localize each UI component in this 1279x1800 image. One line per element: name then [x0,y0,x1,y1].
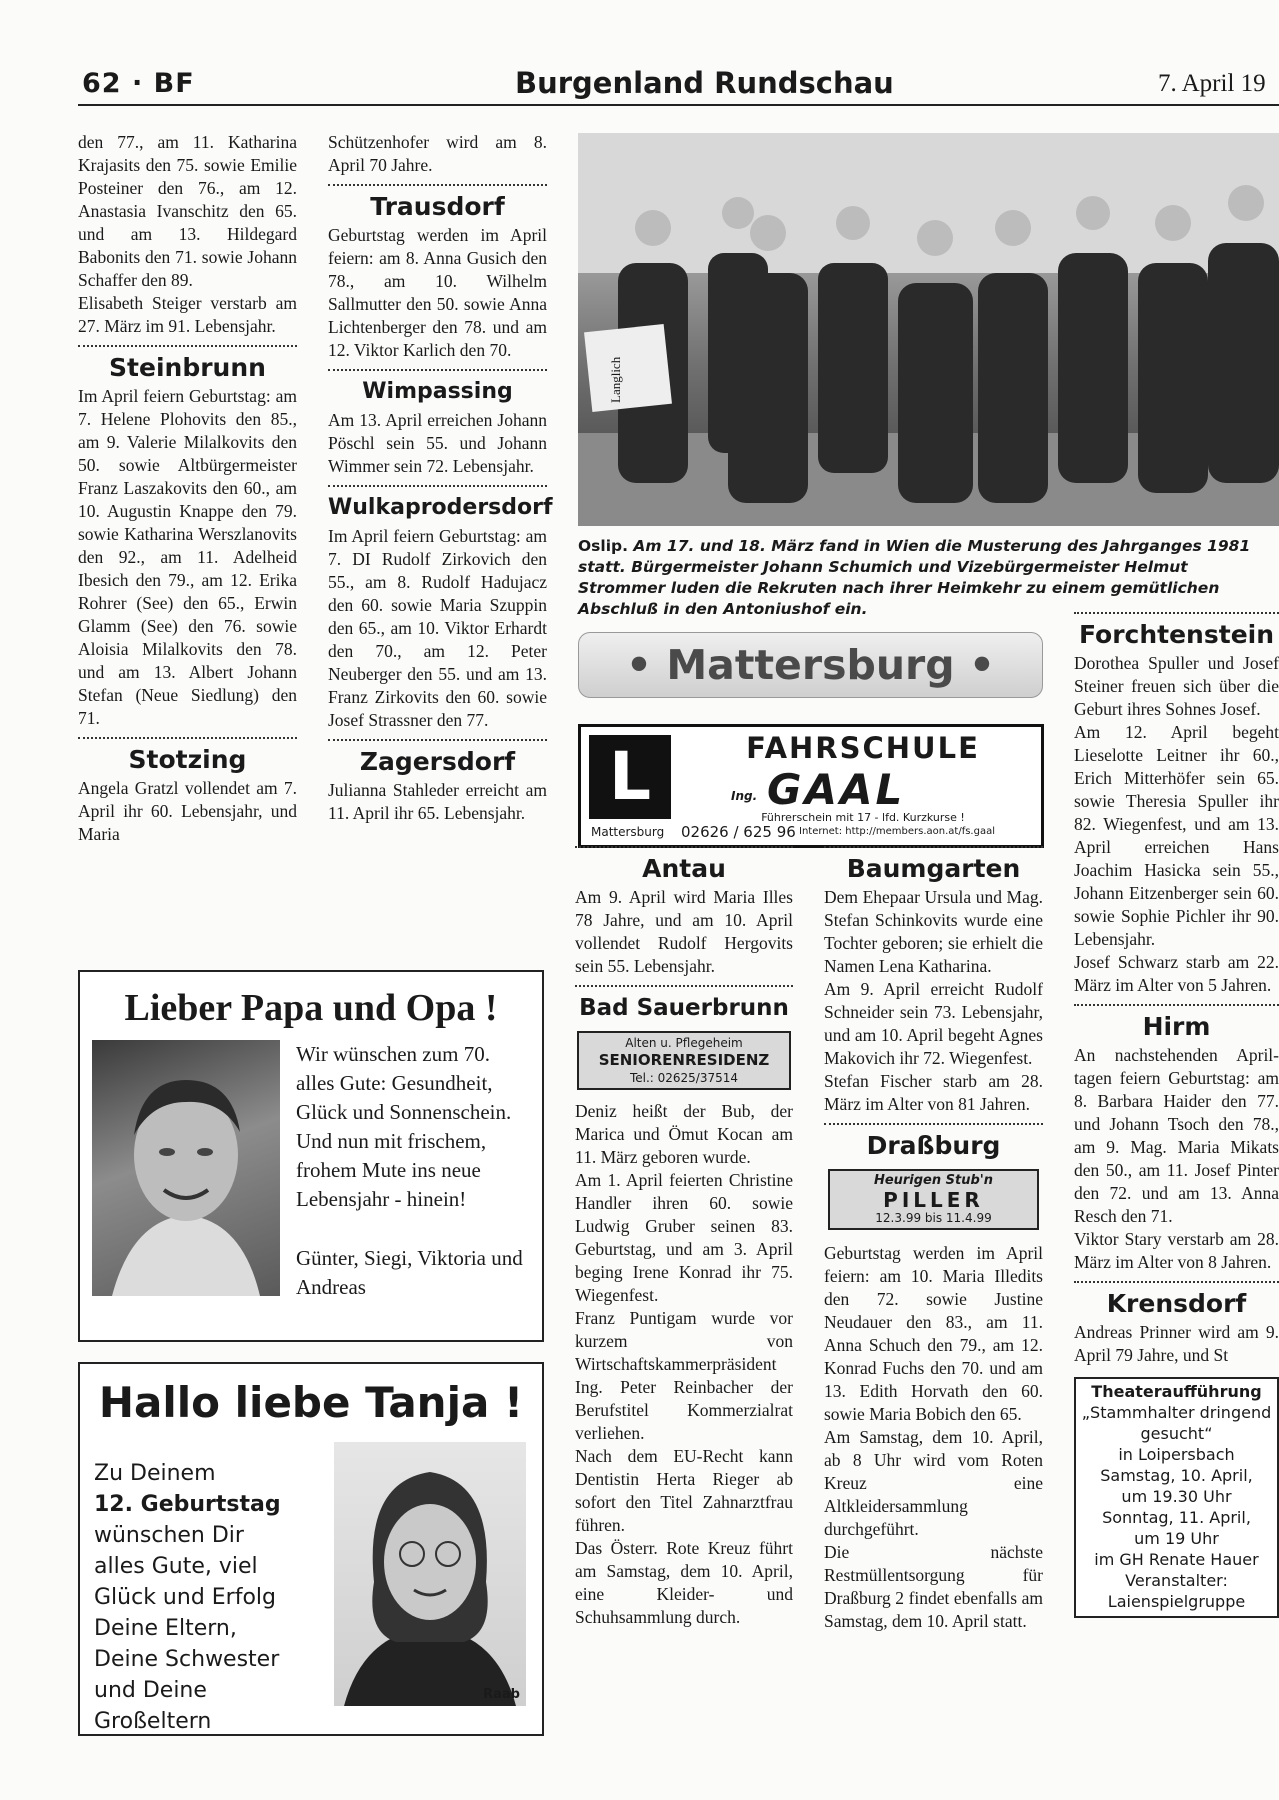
theater-play: „Stammhalter dringend gesucht“ [1081,1403,1272,1443]
ad-line: Heurigen Stub'n [873,1173,994,1188]
theater-organizer-label: Veranstalter: [1125,1571,1228,1590]
theater-time: um 19 Uhr [1134,1529,1219,1548]
section-banner-mattersburg: • Mattersburg • [578,632,1043,698]
theater-date: Samstag, 10. April, [1100,1466,1253,1485]
article-text: Im April feiern Geburtstag: am 7. DI Rudolf Zirkovich den 55., am 8. Rudolf Hadujacz den 60. sowie Maria Szuppin den 65., am 10. Viktor Erhardt den 70., am 12. Peter Neuberger den 55. und am 13. Franz Zirkovits den 60. sowie Josef Strassner den 77. [328,526,547,730]
caption-town: Oslip. [578,537,629,555]
dotted-separator [328,739,547,741]
portrait-illustration [92,1040,280,1296]
article-text: Am 13. April erreichen Johann Pöschl sein 55. und Johann Wimmer sein 72. Lebensjahr. [328,410,547,476]
article-text: Das Österr. Rote Kreuz führt am Samstag, dem 10. April, eine Kleider- und Schuhsammlung durch. [575,1538,793,1627]
dotted-separator [328,485,547,487]
ad-name: SENIORENRESIDENZ [598,1051,770,1069]
theater-organizer: Laienspielgruppe [1107,1592,1246,1611]
greeting-title: Hallo liebe Tanja ! [98,1378,524,1427]
dotted-separator [1074,1281,1279,1283]
town-heading-trausdorf: Trausdorf [370,192,505,221]
dotted-separator [575,846,793,848]
portrait-photo [334,1442,526,1706]
town-heading-forchtenstein: Forchtenstein [1078,620,1275,649]
ad-town: Mattersburg [591,825,665,839]
article-text: Dem Ehepaar Ursula und Mag. Stefan Schinkovits wurde eine Tochter geboren; sie erhielt die Namen Lena Katharina. [824,887,1043,976]
article-text: An nachstehenden April-tagen feiern Geburtstag: am 8. Barbara Haider den 77. und Johann Tsoch den 78., am 9. Mag. Maria Mikats den 50., am 11. Josef Pinter den 72. und am 13. Anna Resch den 71. [1074,1045,1279,1226]
portrait-illustration [334,1442,526,1706]
greeting-signature: Günter, Siegi, Viktoria und Andreas [296,1246,523,1299]
theater-notice [1074,1377,1279,1618]
column-5 [1074,612,1279,1742]
ad-phone: Tel.: 02625/37514 [629,1071,739,1085]
ad-fahrschule-gaal [578,724,1044,848]
town-heading-wimpassing: Wimpassing [362,379,513,404]
town-heading-bad-sauerbrunn: Bad Sauerbrunn [579,995,789,1021]
article-text: Josef Schwarz starb am 22. März im Alter von 5 Jahren. [1074,952,1279,995]
greeting-line: Zu Deinem [94,1461,216,1486]
article-text: Die nächste Restmüllentsorgung für Draßburg 2 findet ebenfalls am Samstag, dem 10. April statt. [824,1542,1043,1631]
theater-title: Theateraufführung [1091,1382,1262,1401]
greeting-box-papa [78,970,544,1342]
ad-prefix: Ing. [731,789,758,803]
article-text: Am 1. April feierten Christine Handler ihren 60. sowie Ludwig Gruber seinen 83. Geburtstag, und am 3. April beging Irene Konrad ihr 75. Wiegenfest. [575,1170,793,1305]
driving-school-logo: L [589,735,671,819]
column-1 [78,131,297,846]
dotted-separator [824,1123,1043,1125]
town-heading-antau: Antau [642,854,726,883]
page-number: 62 · BF [82,68,195,99]
ad-brand: GAAL [767,765,906,814]
dotted-separator [328,184,547,186]
article-text: Geburtstag werden im April feiern: am 8. Anna Gusich den 78., am 10. Wilhelm Sallmutter den 50. sowie Anna Lichtenberger den 78. und am 12. Viktor Karlich den 70. [328,225,547,360]
portrait-photo [92,1040,280,1296]
article-text: Am 9. April erreicht Rudolf Schneider sein 73. Lebensjahr, und am 10. April begeht Agnes Makovich ihr 72. Wiegenfest. [824,979,1043,1068]
group-photo [578,133,1279,526]
newspaper-title: Burgenland Rundschau [515,66,894,100]
article-text: Elisabeth Steiger verstarb am 27. März im 91. Lebensjahr. [78,293,297,336]
article-text: Am Samstag, dem 10. April, ab 8 Uhr wird vom Roten Kreuz eine Altkleidersammlung durchgeführt. [824,1427,1043,1539]
dotted-separator [1074,1004,1279,1006]
article-text: Stefan Fischer starb am 28. März im Alter von 81 Jahren. [824,1071,1043,1114]
ad-dates: 12.3.99 bis 11.4.99 [875,1211,992,1225]
ad-line: Alten u. Pflegeheim [625,1036,743,1050]
town-heading-krensdorf: Krensdorf [1106,1289,1247,1318]
article-text: Angela Gratzl vollendet am 7. April ihr 60. Lebensjahr, und Maria [78,778,297,844]
ad-heading: FAHRSCHULE [746,731,980,765]
article-text: Am 12. April begeht Lieselotte Leitner ihr 60., Erich Mitterhöfer sein 65. sowie Theresia Spuller ihr 82. Wiegenfest, und am 13. April erreichen Hans Joachim Hasicka sein 55., Johann Eitzenberger sein 60. sowie Sophie Pichler ihr 90. Lebensjahr. [1074,722,1279,949]
ad-phone: 02626 / 625 96 [681,823,796,841]
town-heading-baumgarten: Baumgarten [846,854,1021,883]
article-text: Schützenhofer wird am 8. April 70 Jahre. [328,132,547,175]
caption-text: Am 17. und 18. März fand in Wien die Musterung des Jahrganges 1981 statt. Bürgermeister Johann Schumich und Vizebürgermeister Helmut Strommer luden die Rekruten nach ihrer Heimkehr zu einem gemütlichen Abschluß in den Antoniushof ein. [578,537,1251,618]
town-heading-stotzing: Stotzing [128,745,247,774]
town-heading-drassburg: Draßburg [866,1131,1001,1160]
ad-slogan: Führerschein mit 17 - lfd. Kurzkurse ! [761,811,965,824]
greeting-box-tanja [78,1362,544,1736]
column-4 [824,846,1043,1633]
column-3 [575,846,793,1629]
ad-heurigen-piller [828,1169,1039,1230]
article-text: Im April feiern Geburtstag: am 7. Helene Plohovits den 85., am 9. Valerie Milalkovits den 50. sowie Altbürgermeister Franz Laszakovits den 60., am 10. Augustin Knappe den 79. sowie Katharina Werszlanovits den 92., am 11. Adelheid Ibesich den 79., am 12. Erika Rohrer (See) den 65., Erwin Glamm (See) den 76. sowie Aloisia Milalkovits den 78. und am 13. Albert Johann Stefan (Neue Siedlung) den 71. [78,386,297,728]
flag-label: Langlich [608,356,623,403]
theater-time: um 19.30 Uhr [1121,1487,1232,1506]
article-text: den 77., am 11. Katharina Krajasits den 75. sowie Emilie Posteiner den 76., am 12. Anastasia Ivanschitz den 65. und am 13. Hildegard Babonits den 71. sowie Johann Schaffer den 89. [78,132,297,290]
theater-place: in Loipersbach [1118,1445,1235,1464]
dotted-separator [824,846,1043,848]
article-text: Viktor Stary verstarb am 28. März im Alter von 8 Jahren. [1074,1229,1279,1272]
greeting-highlight: 12. Geburtstag [94,1492,281,1517]
photo-credit: Raab [483,1687,520,1702]
column-2 [328,131,553,825]
group-photo-illustration [578,133,1279,526]
article-text: Andreas Prinner wird am 9. April 79 Jahre, und St [1074,1322,1279,1365]
greeting-line: wünschen Dir alles Gute, viel Glück und Erfolg Deine Eltern, Deine Schwester und Deine Großeltern [94,1523,280,1734]
article-text: Dorothea Spuller und Josef Steiner freuen sich über die Geburt ihres Sohnes Josef. [1074,653,1279,719]
dotted-separator [1074,612,1279,614]
ad-internet: Internet: http://members.aon.at/fs.gaal [799,826,995,837]
town-heading-hirm: Hirm [1142,1012,1211,1041]
greeting-text [94,1458,294,1737]
theater-date: Sonntag, 11. April, [1102,1508,1251,1527]
article-text: Franz Puntigam wurde vor kurzem von Wirtschaftskammerpräsident Ing. Peter Reinbacher der Berufstitel Kommerzialrat verliehen. [575,1308,793,1443]
dotted-separator [78,345,297,347]
dotted-separator [328,369,547,371]
header-rule [78,104,1279,106]
ad-seniorenresidenz [577,1031,791,1090]
dotted-separator [78,737,297,739]
town-heading-steinbrunn: Steinbrunn [109,353,266,382]
town-heading-wulkaprodersdorf: Wulkaprodersdorf [328,495,553,520]
article-text: Nach dem EU-Recht kann Dentistin Herta Rieger ab sofort den Titel Zahnarztfrau führen. [575,1446,793,1535]
town-heading-zagersdorf: Zagersdorf [359,747,516,776]
issue-date: 7. April 19 [1158,70,1266,97]
article-text: Geburtstag werden im April feiern: am 10. Maria Illedits den 72. sowie Justine Neudauer den 83., am 11. Anna Schuch den 79., am 12. Konrad Fuchs den 70. und am 13. Edith Horvath den 60. sowie Maria Bobich den 65. [824,1243,1043,1424]
greeting-text: Wir wünschen zum 70. alles Gute: Gesundheit, Glück und Sonnenschein. Und nun mit frischem, frohem Mute ins neue Lebensjahr - hinein! [296,1042,512,1211]
ad-name: PILLER [883,1188,984,1212]
dotted-separator [575,985,793,987]
article-text: Am 9. April wird Maria Illes 78 Jahre, und am 10. April vollendet Rudolf Hergovits sein 55. Lebensjahr. [575,887,793,976]
photo-caption [578,536,1279,620]
article-text: Deniz heißt der Bub, der Marica und Ömut Kocan am 11. März geboren wurde. [575,1101,793,1167]
article-text: Julianna Stahleder erreicht am 11. April ihr 65. Lebensjahr. [328,780,547,823]
greeting-title: Lieber Papa und Opa ! [124,987,498,1029]
theater-venue: im GH Renate Hauer [1094,1550,1259,1569]
